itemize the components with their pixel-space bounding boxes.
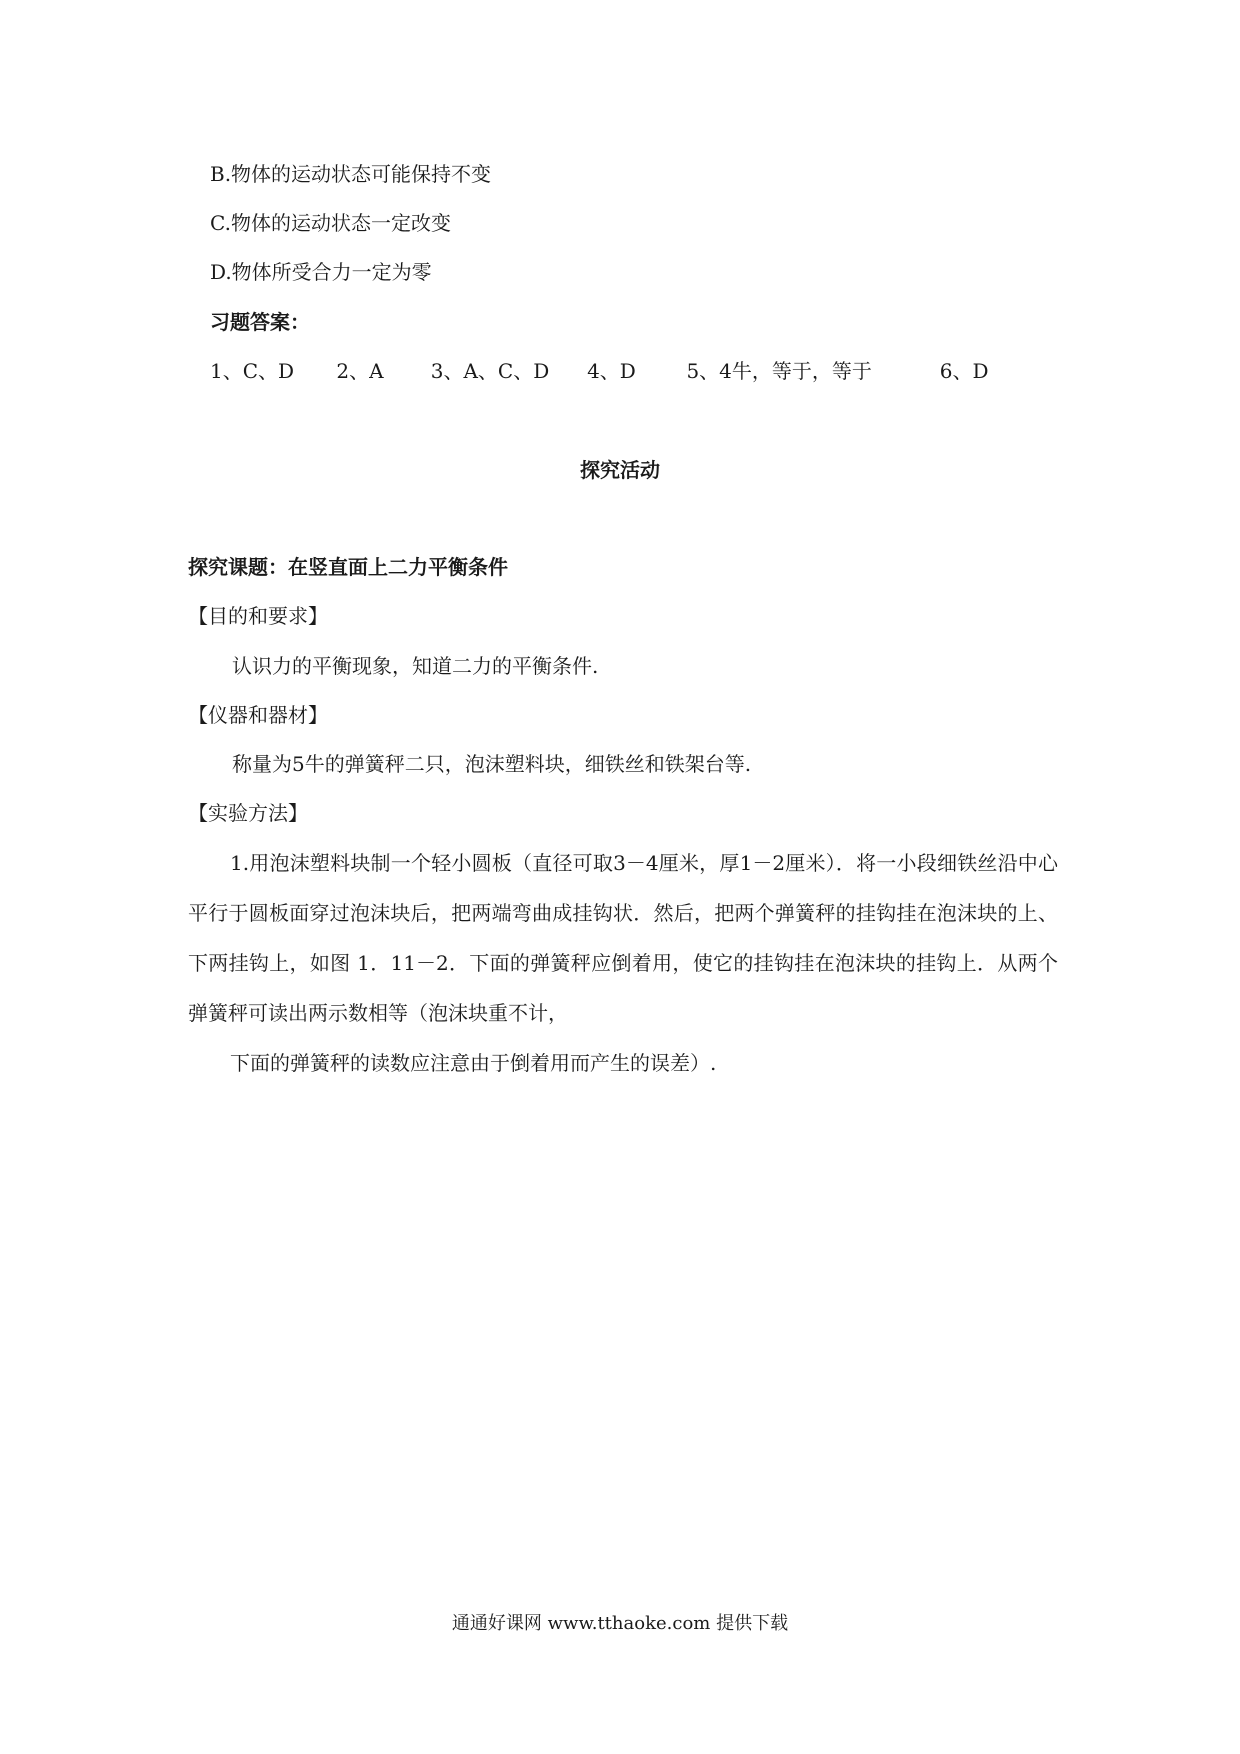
section-body-equipment: 称量为5牛的弹簧秤二只，泡沫塑料块，细铁丝和铁架台等. — [232, 752, 752, 776]
answer-item: 1、C、D — [210, 359, 295, 383]
answer-item: 6、D — [939, 359, 989, 383]
method-step-1: 1.用泡沫塑料块制一个轻小圆板（直径可取3－4厘米，厚1－2厘米）．将一小段细铁丝沿中心平行于圆板面穿过泡沫块后，把两端弯曲成挂钩状．然后，把两个弹簧秤的挂钩挂在泡沫块的上、下两挂钩上，如图 1．11－2．下面的弹簧秤应倒着用，使它的挂钩挂在泡沫块的挂钩上．从两个弹簧秤可读出两示数相等（泡沫块重不计， — [188, 851, 1058, 1025]
answers-list — [210, 357, 989, 385]
section-heading-equipment: 【仪器和器材】 — [188, 703, 328, 727]
activity-topic: 探究课题：在竖直面上二力平衡条件 — [188, 555, 508, 579]
method-paragraph — [188, 838, 1058, 1088]
answer-item: 4、D — [587, 359, 636, 383]
section-heading-purpose: 【目的和要求】 — [188, 604, 328, 628]
option-c: C.物体的运动状态一定改变 — [210, 211, 451, 235]
section-heading-method: 【实验方法】 — [188, 801, 308, 825]
answer-item: 2、A — [336, 359, 384, 383]
option-d: D.物体所受合力一定为零 — [210, 260, 432, 284]
method-step-1-note: 下面的弹簧秤的读数应注意由于倒着用而产生的误差）. — [230, 1051, 717, 1075]
option-b: B.物体的运动状态可能保持不变 — [210, 162, 492, 186]
activity-title: 探究活动 — [580, 458, 660, 482]
answer-item: 5、4牛，等于，等于 — [686, 359, 872, 383]
answers-heading: 习题答案： — [210, 310, 310, 334]
footer-credit: 通通好课网 www.tthaoke.com 提供下载 — [451, 1613, 789, 1634]
answer-item: 3、A、C、D — [430, 359, 550, 383]
section-body-purpose: 认识力的平衡现象，知道二力的平衡条件. — [232, 654, 599, 678]
